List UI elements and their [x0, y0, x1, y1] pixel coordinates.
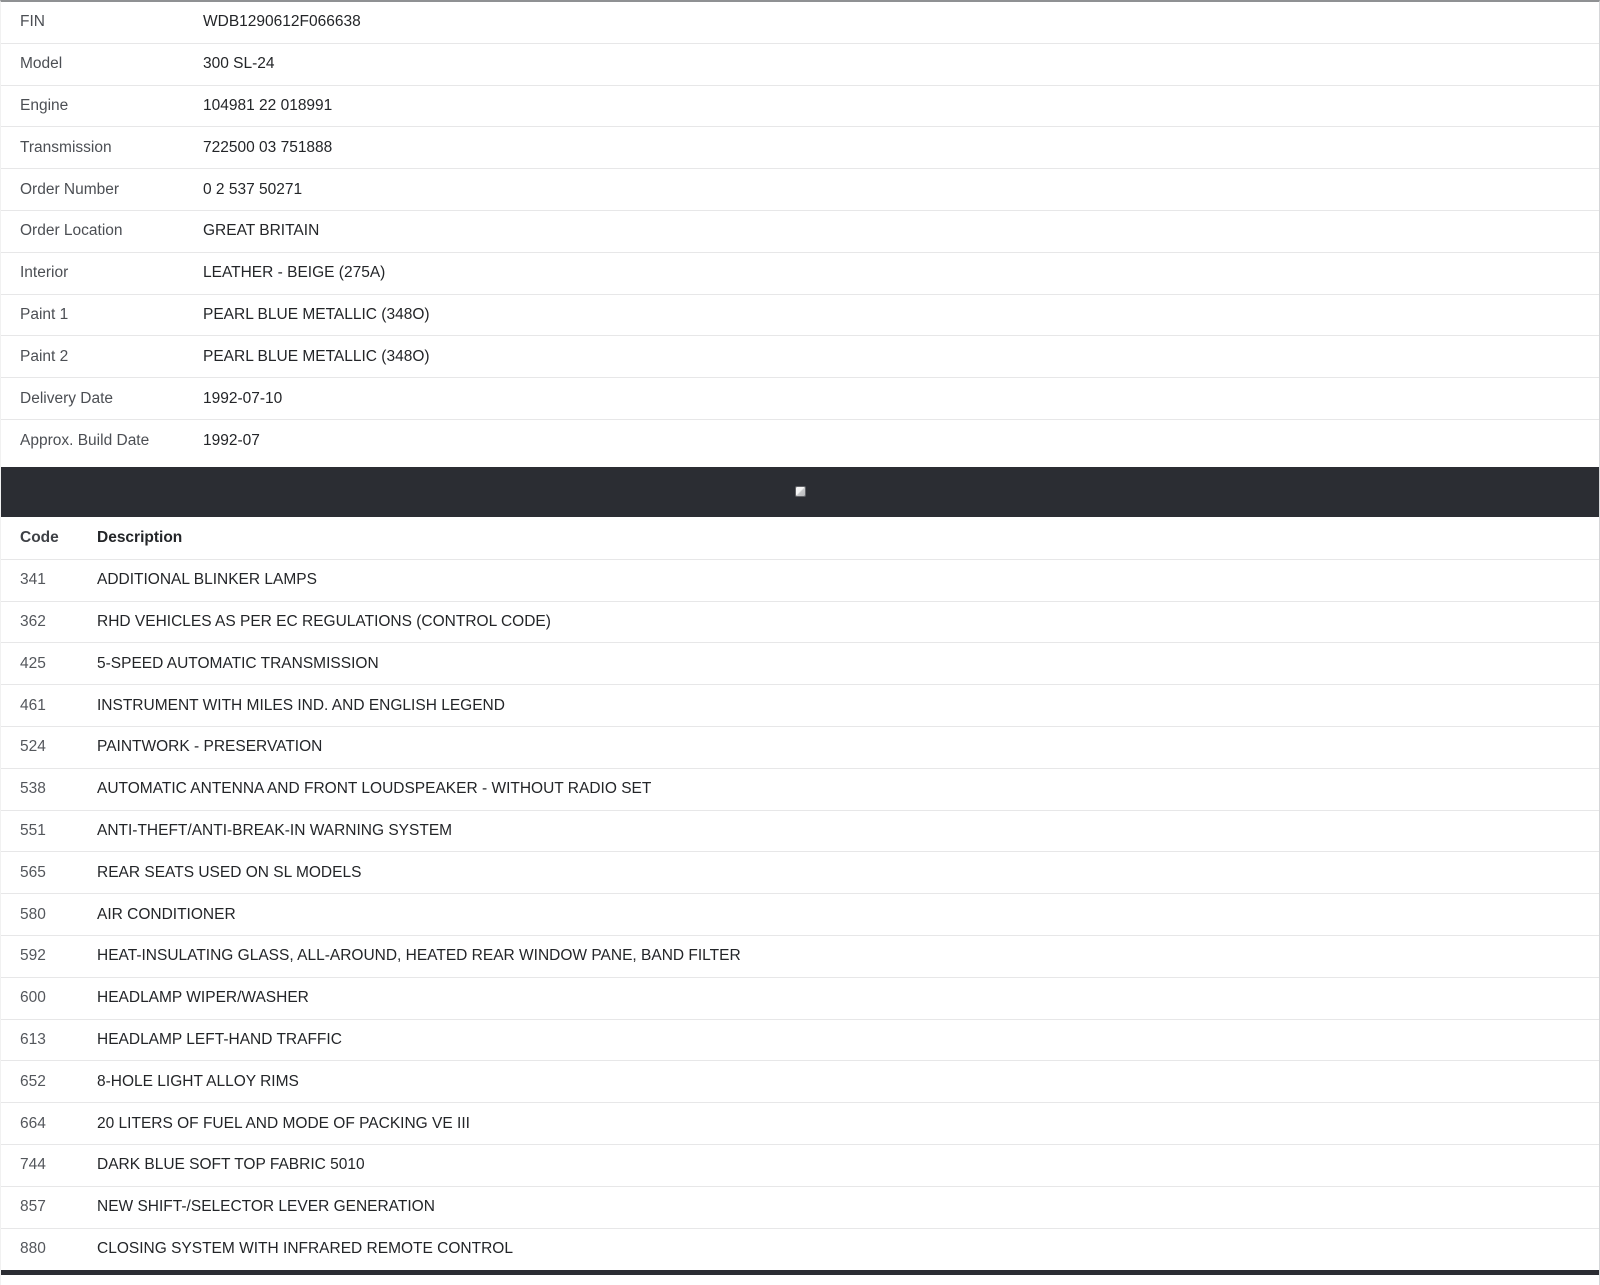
table-row — [1, 978, 1599, 1020]
broken-image-icon — [796, 487, 805, 496]
table-row — [1, 602, 1599, 644]
vehicle-fields-table — [1, 2, 1599, 462]
table-row — [1, 1145, 1599, 1187]
option-code: 613 — [20, 1030, 46, 1048]
field-value: 0 2 537 50271 — [203, 180, 303, 198]
option-description: RHD VEHICLES AS PER EC REGULATIONS (CONTROL CODE) — [97, 612, 551, 630]
table-row — [1, 727, 1599, 769]
description-column-header: Description — [97, 528, 183, 546]
option-description: HEADLAMP WIPER/WASHER — [97, 989, 309, 1007]
field-value: 1992-07-10 — [203, 389, 283, 407]
table-header-row — [1, 517, 1599, 560]
table-row — [1, 685, 1599, 727]
option-code: 580 — [20, 905, 46, 923]
field-value: PEARL BLUE METALLIC (348O) — [203, 347, 430, 365]
option-description: ANTI-THEFT/ANTI-BREAK-IN WARNING SYSTEM — [97, 821, 453, 839]
option-code: 538 — [20, 780, 46, 798]
field-value: 300 SL-24 — [203, 55, 275, 73]
field-value: 1992-07 — [203, 431, 260, 449]
table-row — [1, 44, 1599, 86]
table-row — [1, 295, 1599, 337]
option-description: HEADLAMP LEFT-HAND TRAFFIC — [97, 1030, 342, 1048]
option-description: NEW SHIFT-/SELECTOR LEVER GENERATION — [97, 1198, 435, 1216]
section-divider-bar — [1, 467, 1599, 517]
field-value: LEATHER - BEIGE (275A) — [203, 264, 386, 282]
option-code: 551 — [20, 821, 46, 839]
table-row — [1, 1103, 1599, 1145]
table-row — [1, 1229, 1599, 1271]
field-label: Transmission — [20, 138, 112, 156]
field-label: Paint 2 — [20, 347, 69, 365]
option-code: 524 — [20, 738, 46, 756]
option-description: PAINTWORK - PRESERVATION — [97, 738, 323, 756]
field-value: 722500 03 751888 — [203, 138, 333, 156]
table-row — [1, 2, 1599, 44]
table-row — [1, 769, 1599, 811]
option-code: 744 — [20, 1156, 46, 1174]
option-code: 341 — [20, 571, 46, 589]
option-code: 880 — [20, 1240, 46, 1258]
option-code: 600 — [20, 989, 46, 1007]
table-row — [1, 1020, 1599, 1062]
field-label: Engine — [20, 96, 69, 114]
option-code: 664 — [20, 1114, 46, 1132]
bottom-border-bar — [1, 1270, 1599, 1275]
field-label: Order Location — [20, 222, 123, 240]
option-description: INSTRUMENT WITH MILES IND. AND ENGLISH LEGEND — [97, 696, 505, 714]
option-code: 425 — [20, 654, 46, 672]
table-row — [1, 336, 1599, 378]
table-row — [1, 811, 1599, 853]
option-code: 857 — [20, 1198, 46, 1216]
option-description: AUTOMATIC ANTENNA AND FRONT LOUDSPEAKER - WITHOUT RADIO SET — [97, 780, 652, 798]
table-row — [1, 643, 1599, 685]
field-label: Model — [20, 55, 63, 73]
table-row — [1, 86, 1599, 128]
option-code: 362 — [20, 612, 46, 630]
field-label: FIN — [20, 13, 45, 31]
option-description: AIR CONDITIONER — [97, 905, 236, 923]
option-code: 565 — [20, 863, 46, 881]
field-value: GREAT BRITAIN — [203, 222, 320, 240]
table-row — [1, 1061, 1599, 1103]
table-row — [1, 127, 1599, 169]
option-code: 652 — [20, 1072, 46, 1090]
table-row — [1, 378, 1599, 420]
code-column-header: Code — [20, 528, 59, 546]
option-description: REAR SEATS USED ON SL MODELS — [97, 863, 362, 881]
field-label: Approx. Build Date — [20, 431, 150, 449]
table-row — [1, 253, 1599, 295]
field-label: Paint 1 — [20, 305, 69, 323]
option-description: CLOSING SYSTEM WITH INFRARED REMOTE CONTROL — [97, 1240, 513, 1258]
option-description: DARK BLUE SOFT TOP FABRIC 5010 — [97, 1156, 365, 1174]
field-value: WDB1290612F066638 — [203, 13, 361, 31]
table-row — [1, 211, 1599, 253]
table-row — [1, 560, 1599, 602]
field-value: 104981 22 018991 — [203, 96, 333, 114]
table-row — [1, 852, 1599, 894]
table-row — [1, 894, 1599, 936]
table-row — [1, 1187, 1599, 1229]
option-code: 592 — [20, 947, 46, 965]
table-row — [1, 936, 1599, 978]
field-label: Delivery Date — [20, 389, 114, 407]
option-description: 20 LITERS OF FUEL AND MODE OF PACKING VE III — [97, 1114, 470, 1132]
option-codes-table — [1, 517, 1599, 1271]
option-description: 8-HOLE LIGHT ALLOY RIMS — [97, 1072, 299, 1090]
option-description: HEAT-INSULATING GLASS, ALL-AROUND, HEATED REAR WINDOW PANE, BAND FILTER — [97, 947, 741, 965]
field-value: PEARL BLUE METALLIC (348O) — [203, 305, 430, 323]
field-label: Interior — [20, 264, 69, 282]
option-description: ADDITIONAL BLINKER LAMPS — [97, 571, 317, 589]
option-description: 5-SPEED AUTOMATIC TRANSMISSION — [97, 654, 379, 672]
table-row — [1, 169, 1599, 211]
option-code: 461 — [20, 696, 46, 714]
table-row — [1, 420, 1599, 462]
field-label: Order Number — [20, 180, 120, 198]
